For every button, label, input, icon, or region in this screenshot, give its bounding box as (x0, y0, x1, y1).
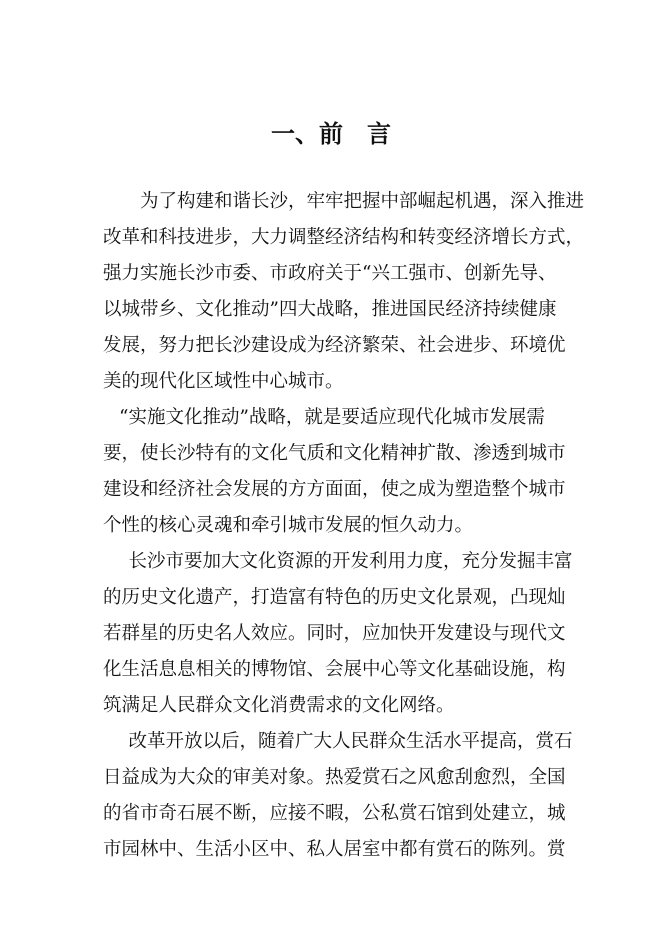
text-line: 个性的核心灵魂和牵引城市发展的恒久动力。 (103, 515, 474, 536)
text-line: 发展，努力把长沙建设成为经济繁荣、社会进步、环境优 (103, 335, 566, 356)
text-line: 日益成为大众的审美对象。热爱赏石之风愈刮愈烈，全国 (103, 767, 566, 788)
text-line: 长沙市要加大文化资源的开发利用力度，充分发掘丰富 (110, 551, 573, 572)
text-line: 为了构建和谐长沙，牢牢把握中部崛起机遇，深入推进 (103, 191, 585, 212)
text-line: 要，使长沙特有的文化气质和文化精神扩散、渗透到城市 (103, 443, 566, 464)
text-line: 的历史文化遗产，打造富有特色的历史文化景观，凸现灿 (103, 587, 566, 608)
text-line: “实施文化推动”战略，就是要适应现代化城市发展需 (119, 407, 545, 428)
text-line: 化生活息息相关的博物馆、会展中心等文化基础设施，构 (103, 659, 566, 680)
section-heading: 一、前 言 (271, 120, 391, 148)
text-line: 建设和经济社会发展的方方面面，使之成为塑造整个城市 (103, 479, 566, 500)
text-line: 筑满足人民群众文化消费需求的文化网络。 (103, 695, 455, 716)
text-line: 以城带乡、文化推动”四大战略，推进国民经济持续健康 (103, 299, 557, 320)
text-line: 的省市奇石展不断，应接不暇，公私赏石馆到处建立，城 (103, 803, 566, 824)
text-line: 若群星的历史名人效应。同时，应加快开发建设与现代文 (103, 623, 566, 644)
text-line: 美的现代化区域性中心城市。 (103, 371, 344, 392)
text-line: 改革开放以后，随着广大人民群众生活水平提高，赏石 (110, 731, 573, 752)
text-line: 市园林中、生活小区中、私人居室中都有赏石的陈列。赏 (103, 839, 566, 860)
text-line: 强力实施长沙市委、市政府关于“兴工强市、创新先导、 (103, 263, 557, 284)
text-line: 改革和科技进步，大力调整经济结构和转变经济增长方式， (103, 227, 585, 248)
